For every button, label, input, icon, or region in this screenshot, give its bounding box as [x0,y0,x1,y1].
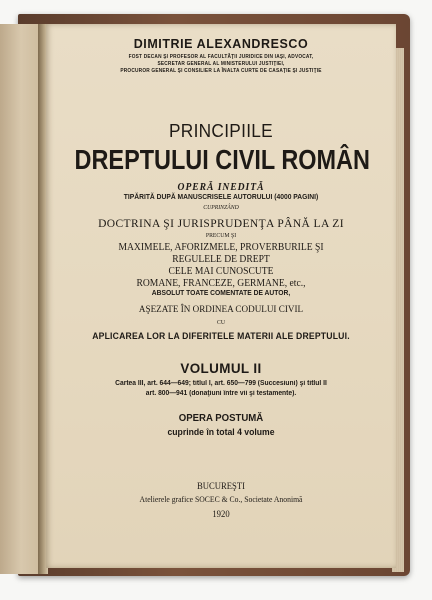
volume-label: VOLUMUL II [180,360,262,376]
imprint-year: 1920 [212,509,230,519]
author-credit: FOST DECAN ŞI PROFESOR AL FACULTĂŢII JURIDICE DIN IAŞI, ADVOCAT, [128,54,314,60]
author-credit: PROCUROR GENERAL ŞI CONSILIER LA ÎNALTA CURTE DE CASAŢIE ŞI JUSTIŢIE [120,68,322,74]
author-name: DIMITRIE ALEXANDRESCO [133,36,309,51]
volumes-note: cuprinde în total 4 volume [167,427,275,437]
book-title-text: DREPTULUI CIVIL ROMÂN [74,144,370,175]
author-credit: SECRETAR GENERAL AL MINISTERULUI JUSTIŢIEI, [157,61,285,67]
left-page [0,24,43,574]
book [0,14,412,576]
opera-postuma: OPERA POSTUMĂ [178,413,264,424]
aplicarea-line: APLICAREA LOR LA DIFERITELE MATERII ALE DREPTULUI. [92,331,350,341]
volume-contents: Cartea III, art. 644—649; titlul I, art. 650—799 (Succesiuni) şi titlul II [115,380,327,387]
imprint-city: BUCUREŞTI [196,481,245,491]
maxime-line: CELE MAI CUNOSCUTE [168,266,274,277]
maxime-line: REGULELE DE DREPT [172,254,270,265]
cu-line: CU [216,320,226,326]
volume-contents: art. 800—941 (donaţiuni între vii şi testamente). [145,390,297,397]
imprint-publisher: Atelierele grafice SOCEC & Co., Societate Anonimă [139,495,303,504]
title-principiile: PRINCIPIILE [168,121,274,141]
asezate-line: AŞEZATE ÎN ORDINEA CODULUI CIVIL [138,305,304,315]
cuprinzand-line: CUPRINZÂND [203,205,239,211]
tiparita-line: TIPĂRITĂ DUPĂ MANUSCRISELE AUTORULUI (4000 PAGINI) [123,194,319,201]
maxime-line: ROMANE, FRANCEZE, GERMANE, etc., [136,278,306,289]
opera-inedita: OPERĂ INEDITĂ [177,182,265,193]
doctrina-line: DOCTRINA ŞI JURISPRUDENŢA PÂNĂ LA ZI [98,216,344,230]
book-title [54,144,387,176]
precum-line: PRECUM ŞI [205,233,237,239]
title-page [46,24,396,568]
absolut-line: ABSOLUT TOATE COMENTATE DE AUTOR, [151,290,291,297]
maxime-line: MAXIMELE, AFORIZMELE, PROVERBURILE ŞI [118,242,324,253]
